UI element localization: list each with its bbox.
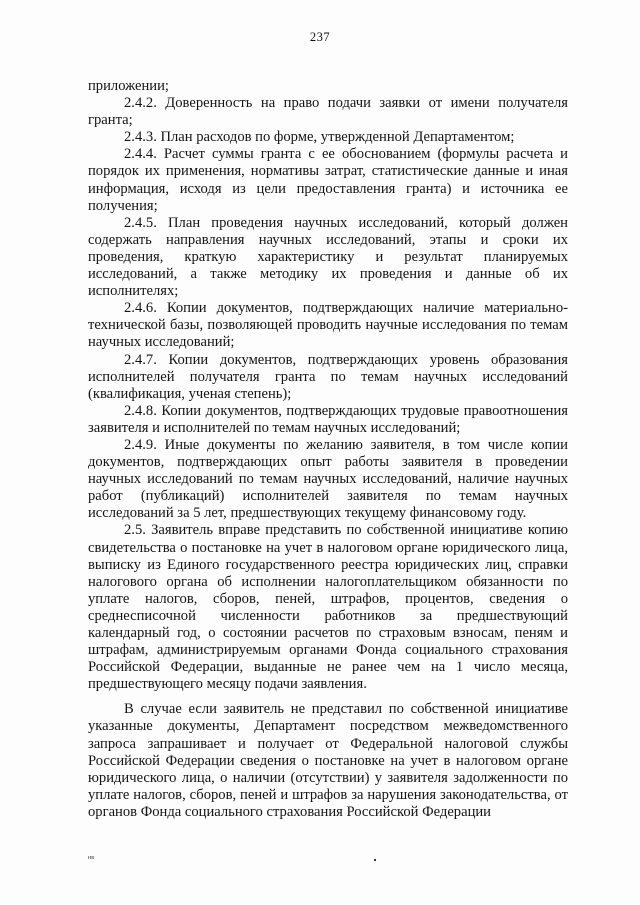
- paragraph-2-4-8: 2.4.8. Копии документов, подтверждающих трудовые правоотношения заявителя и исполнителей по темам научных исследований;: [88, 402, 568, 436]
- paragraph-2-4-9: 2.4.9. Иные документы по желанию заявителя, в том числе копии документов, подтверждающих опыт работы заявителя в проведении научных исследований по темам научных исследований, наличие научных работ (публикаций) исполнителей заявителя по темам научных исследований за 5 лет, предшествующих текущему финансовому году.: [88, 436, 568, 522]
- paragraph-2-4-6: 2.4.6. Копии документов, подтверждающих наличие материально-технической базы, позволяющей проводить научные исследования по темам научных исследований;: [88, 300, 568, 351]
- paragraph-2-4-3: 2.4.3. План расходов по форме, утвержденной Департаментом;: [124, 129, 515, 146]
- paragraph-2-4-7: 2.4.7. Копии документов, подтверждающих уровень образования исполнителей получателя гранта по темам научных исследований (квалификация, ученая степень);: [88, 351, 568, 402]
- paragraph-2-4-5: 2.4.5. План проведения научных исследований, который должен содержать направления научных исследований, этапы и сроки их проведения, краткую характеристику и результат планируемых исследований, а также методику их проведения и данные об их исполнителях;: [88, 214, 568, 300]
- scan-dot: [374, 859, 376, 861]
- footer-mark: нв: [88, 855, 95, 861]
- paragraph-2-4-4: 2.4.4. Расчет суммы гранта с ее обоснованием (формулы расчета и порядок их применения, нормативы затрат, статистические данные и иная информация, исходя из цели предоставления гранта) и источника ее получения;: [88, 146, 568, 214]
- paragraph-2-5: 2.5. Заявитель вправе представить по собственной инициативе копию свидетельства о постановке на учет в налоговом органе юридического лица, выписку из Единого государственного реестра юридических лиц, справки налогового органа об исполнении налогоплательщиком обязанности по уплате налогов, сборов, пеней, штрафов, процентов, сведения о среднесписочной численности работников за предшествующий календарный год, о состоянии расчетов по страховым взносам, пеням и штрафам, администрируемым органами Фонда социального страхования Российской Федерации, выданные не ранее чем на 1 число месяца, предшествующего месяцу подачи заявления.: [88, 522, 568, 693]
- paragraph-2-4-2: 2.4.2. Доверенность на право подачи заявки от имени получателя гранта;: [88, 95, 568, 129]
- paragraph-interagency-request: В случае если заявитель не представил по собственной инициативе указанные документы, Департамент посредством межведомственного запроса запрашивает и получает от Федеральной налоговой службы Российской Федерации сведения о постановке на учет в налоговом органе юридического лица, о наличии (отсутствии) у заявителя задолженности по уплате налогов, сборов, пеней и штрафов за нарушения законодательства, от органов Фонда социального страхования Российской Федерации: [88, 701, 568, 820]
- paragraph-continuation: приложении;: [88, 78, 169, 94]
- body-text: [88, 78, 568, 821]
- page-number: 237: [309, 30, 331, 44]
